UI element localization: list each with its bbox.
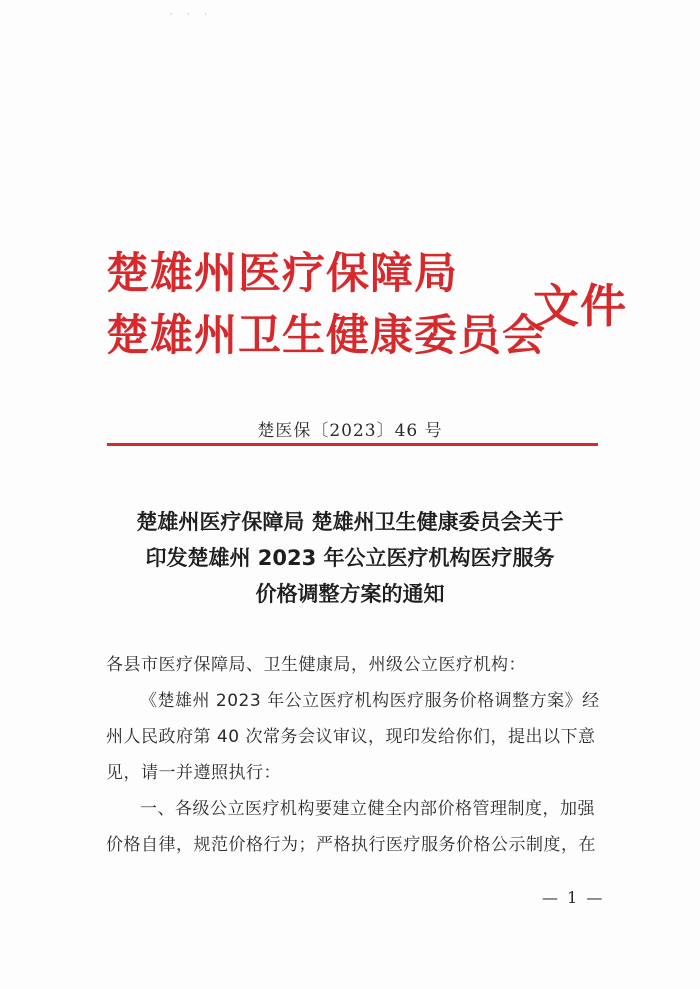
salutation: 各县市医疗保障局、卫生健康局，州级公立医疗机构： — [106, 655, 526, 675]
document-body — [106, 647, 606, 863]
document-number: 楚医保〔2023〕46 号 — [257, 421, 443, 441]
title-line-3: 价格调整方案的通知 — [255, 582, 445, 606]
issuing-org-2: 楚雄州卫生健康委员会 — [106, 311, 546, 361]
red-divider — [107, 443, 598, 446]
body-line: 州人民政府第 40 次常务会议审议，现印发给你们，提出以下意 — [106, 727, 596, 747]
body-line: 见，请一并遵照执行： — [106, 763, 281, 783]
body-line: 价格自律，规范价格行为；严格执行医疗服务价格公示制度，在 — [106, 835, 596, 855]
page-number: — 1 — — [542, 888, 605, 907]
body-line: 一、各级公立医疗机构要建立健全内部价格管理制度，加强 — [140, 799, 595, 819]
body-line: 《楚雄州 2023 年公立医疗机构医疗服务价格调整方案》经 — [140, 691, 600, 711]
document-suffix: 文件 — [533, 279, 627, 333]
title-line-1: 楚雄州医疗保障局 楚雄州卫生健康委员会关于 — [136, 510, 564, 534]
issuing-org-1: 楚雄州医疗保障局 — [106, 249, 458, 299]
scan-specks: · · · — [170, 10, 213, 19]
document-title — [80, 504, 620, 612]
title-line-2: 印发楚雄州 2023 年公立医疗机构医疗服务 — [145, 546, 555, 570]
